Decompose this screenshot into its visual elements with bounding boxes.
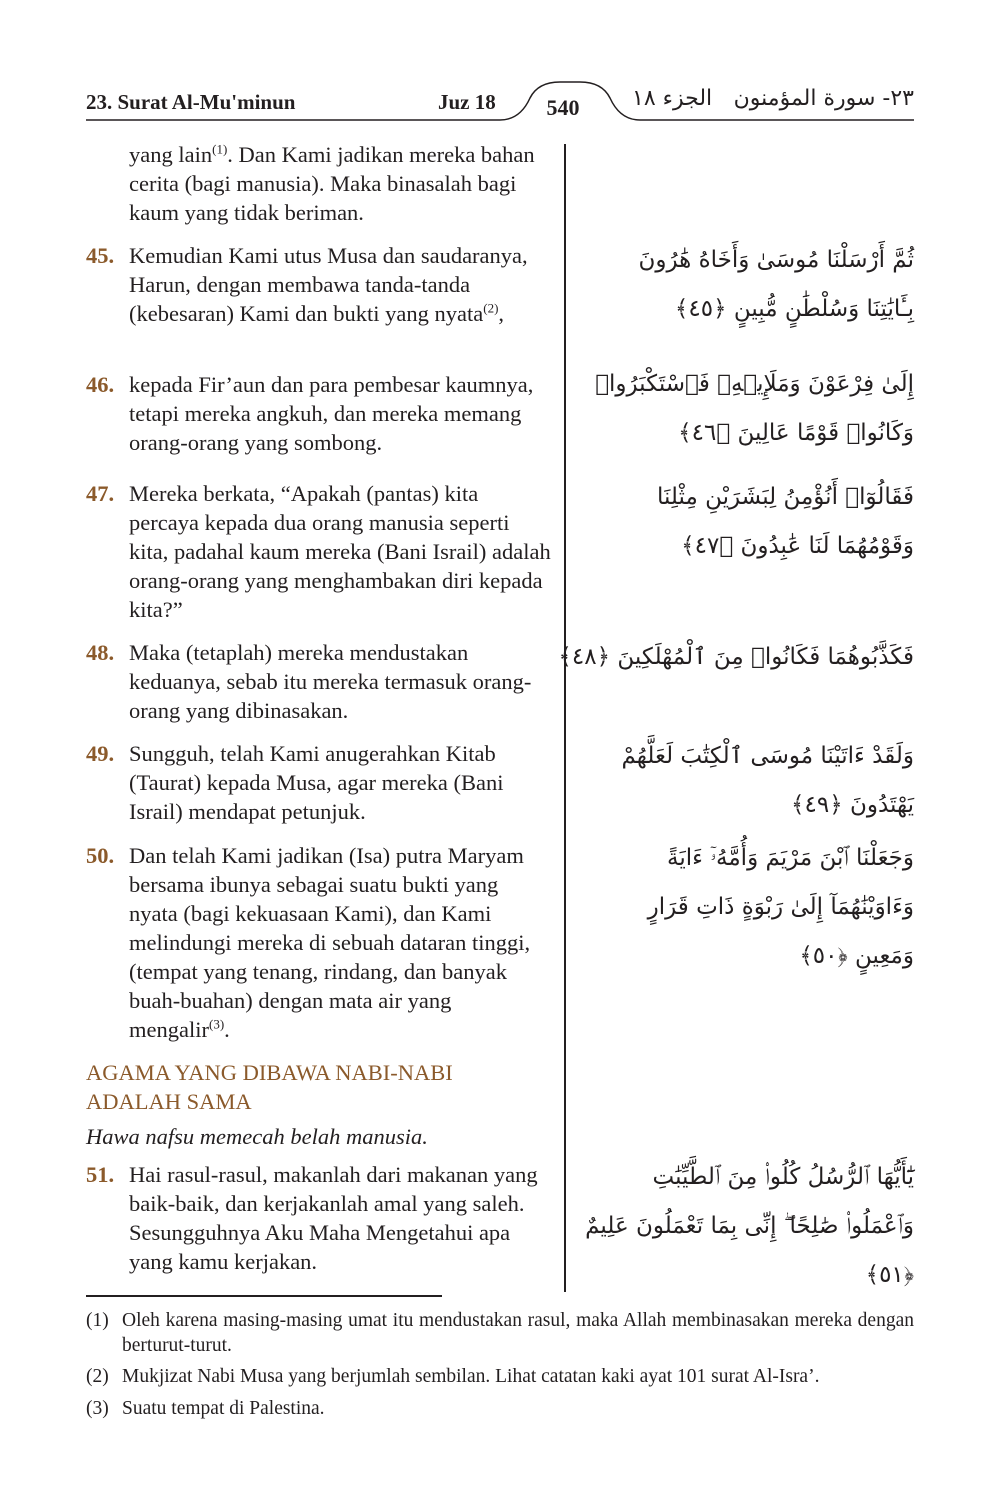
verse-number: 45. xyxy=(86,243,115,268)
header-surah-latin: 23. Surat Al-Mu'minun xyxy=(86,90,296,114)
column-divider xyxy=(564,144,566,1292)
footnote-2 xyxy=(86,1364,914,1389)
footnote-text: Oleh karena masing-masing umat itu mendustakan rasul, maka Allah membinasakan mereka dengan berturut-turut. xyxy=(122,1310,914,1356)
verse-49-translation xyxy=(86,739,552,826)
verse-47-arabic: فَقَالُوٓا۟ أَنُؤْمِنُ لِبَشَرَيْنِ مِثْلِنَا وَقَوْمُهُمَا لَنَا عَٰبِدُونَ ﴿٤٧﴾ xyxy=(656,484,914,559)
verse-50-translation xyxy=(86,841,552,1044)
verse-text-end: , xyxy=(498,301,505,326)
continuation-text-a: yang lain xyxy=(129,142,213,167)
verse-text: Mereka berkata, “Apakah (pantas) kita percaya kepada dua orang manusia seperti kita, padahal kaum mereka (Bani Israil) adalah orang-orang yang menghambakan diri kepada kita?” xyxy=(129,481,551,622)
header-page-tab xyxy=(0,0,1000,140)
verse-49-arabic: وَلَقَدْ ءَاتَيْنَا مُوسَى ٱلْكِتَٰبَ لَعَلَّهُمْ يَهْتَدُونَ ﴿٤٩﴾ xyxy=(621,743,914,818)
verse-45-translation xyxy=(86,241,552,328)
verse-51-arabic: يَٰٓأَيُّهَا ٱلرُّسُلُ كُلُوا۟ مِنَ ٱلطَّيِّبَٰتِ وَٱعْمَلُوا۟ صَٰلِحًا ۖ إِنِّى بِمَا تَعْمَلُونَ عَلِيمٌ ﴿٥١﴾ xyxy=(585,1164,914,1288)
verse-number: 51. xyxy=(86,1162,115,1187)
verse-51-translation xyxy=(86,1160,552,1276)
header-juz-arabic: الجزء ١٨ xyxy=(632,86,713,111)
verse-number: 50. xyxy=(86,843,115,868)
footnote-mark: (3) xyxy=(86,1398,109,1419)
verse-47-translation xyxy=(86,479,552,624)
verse-48-arabic: فَكَذَّبُوهُمَا فَكَانُوا۟ مِنَ ٱلْمُهْلَكِينَ ﴿٤٨﴾ xyxy=(558,644,914,670)
continuation-text-b: . Dan Kami jadikan mereka bahan cerita (bagi manusia). Maka binasalah bagi kaum yang tidak beriman. xyxy=(129,142,535,225)
verse-number: 48. xyxy=(86,640,115,665)
verse-45-arabic: ثُمَّ أَرْسَلْنَا مُوسَىٰ وَأَخَاهُ هَٰرُونَ بِـَٔايَٰتِنَا وَسُلْطَٰنٍ مُّبِينٍ ﴿٤٥﴾ xyxy=(638,247,914,322)
verse-text: Dan telah Kami jadikan (Isa) putra Maryam bersama ibunya sebagai suatu bukti yang nyata (bagi kekuasaan Kami), dan Kami melindungi mereka di sebuah dataran tinggi, (tempat yang tenang, rindang, dan banyak buah-buahan) dengan mata air yang mengalir xyxy=(129,843,531,1042)
section-heading: AGAMA YANG DIBAWA NABI-NABI ADALAH SAMA xyxy=(86,1060,453,1114)
verse-text: Sungguh, telah Kami anugerahkan Kitab (Taurat) kepada Musa, agar mereka (Bani Israil) mendapat petunjuk. xyxy=(129,741,504,824)
verse-text: Kemudian Kami utus Musa dan saudaranya, Harun, dengan membawa tanda-tanda (kebesaran) Kami dan bukti yang nyata xyxy=(129,243,528,326)
verse-46-arabic: إِلَىٰ فِرْعَوْنَ وَمَلَإِي۟هِۦ فَٱسْتَكْبَرُوا۟ وَكَانُوا۟ قَوْمًا عَالِينَ ﴿٤٦﴾ xyxy=(595,371,914,446)
continuation-text xyxy=(86,140,552,227)
verse-number: 46. xyxy=(86,372,115,397)
verse-48-translation xyxy=(86,638,552,725)
footnote-text: Suatu tempat di Palestina. xyxy=(122,1398,325,1419)
footnote-text: Mukjizat Nabi Musa yang berjumlah sembilan. Lihat catatan kaki ayat 101 surat Al-Isra’. xyxy=(122,1366,820,1387)
verse-text: kepada Fir’aun dan para pembesar kaumnya, tetapi mereka angkuh, dan mereka memang orang-orang yang sombong. xyxy=(129,372,534,455)
footnote-ref-2[interactable]: (2) xyxy=(483,300,499,316)
footnote-1 xyxy=(86,1308,914,1358)
footnote-mark: (2) xyxy=(86,1366,109,1387)
footnote-ref-1[interactable]: (1) xyxy=(212,141,228,157)
verse-number: 47. xyxy=(86,481,115,506)
footnote-3 xyxy=(86,1396,914,1421)
verse-text: Hai rasul-rasul, makanlah dari makanan yang baik-baik, dan kerjakanlah amal yang saleh. Sesungguhnya Aku Maha Mengetahui apa yang kamu kerjakan. xyxy=(129,1162,538,1274)
section-subheading: Hawa nafsu memecah belah manusia. xyxy=(86,1124,428,1149)
verse-number: 49. xyxy=(86,741,115,766)
verse-text-end: . xyxy=(224,1017,230,1042)
footnote-mark: (1) xyxy=(86,1310,109,1331)
verse-50-arabic: وَجَعَلْنَا ٱبْنَ مَرْيَمَ وَأُمَّهُۥٓ ءَايَةً وَءَاوَيْنَٰهُمَآ إِلَىٰ رَبْوَةٍ ذَاتِ قَرَارٍ وَمَعِينٍ ﴿٥٠﴾ xyxy=(647,845,914,969)
header-surah-arabic: ٢٣- سورة المؤمنون xyxy=(733,86,914,111)
verse-text: Maka (tetaplah) mereka mendustakan keduanya, sebab itu mereka termasuk orang-orang yang dibinasakan. xyxy=(129,640,532,723)
footnote-ref-3[interactable]: (3) xyxy=(208,1016,225,1032)
verse-46-translation xyxy=(86,370,552,457)
footnote-rule xyxy=(86,1295,442,1297)
page-number: 540 xyxy=(546,95,580,120)
header-juz-latin: Juz 18 xyxy=(438,90,496,114)
